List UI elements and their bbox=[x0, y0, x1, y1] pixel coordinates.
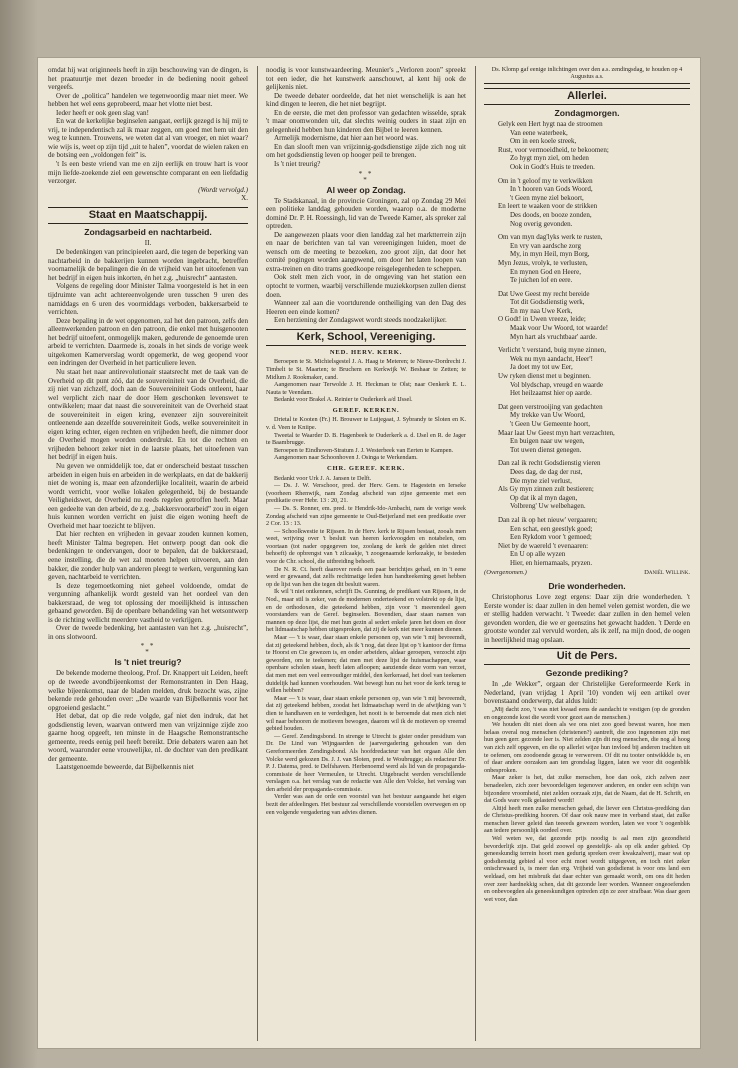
intro-text bbox=[48, 66, 248, 203]
section-title: Uit de Pers. bbox=[484, 648, 690, 665]
paragraph: Een herziening der Zondagswet wordt steeds noodzakelijker. bbox=[274, 316, 447, 325]
paragraph: Tweetal te Waarder D. B. Hagenbeek te Ouderkerk a. d. IJsel en R. de Jager te Baambrugge. bbox=[266, 431, 466, 447]
signoff: X. bbox=[241, 194, 248, 203]
article-title: Is 't niet treurig? bbox=[114, 657, 182, 668]
poem-line: In 't hooren van Gods Woord, bbox=[510, 185, 593, 194]
poem-line: Myn Jezus, vrolyk, te verlusten, bbox=[498, 258, 588, 267]
continued-note: (Wordt vervolgd.) bbox=[198, 185, 248, 194]
poem-line: En my naa Uwe Kerk, bbox=[510, 306, 573, 315]
poem-source: (Overgenomen.) bbox=[484, 568, 527, 576]
poem-line: Ja doet my tot uw Eer, bbox=[510, 363, 573, 372]
article-part: II. bbox=[144, 238, 152, 247]
poem-line: Tot uwen dienst genegen. bbox=[510, 445, 582, 454]
poem-line: 't Geen myne ziel bekoort, bbox=[510, 193, 584, 202]
poem-line: En leert te waaken voor de strikken bbox=[498, 202, 598, 211]
poem-line: Uw ryken dienst met u beginnen. bbox=[498, 372, 591, 381]
poem-line: Te juichen lof en eere. bbox=[510, 276, 573, 285]
poem-line: Myn hart als vruchtbaar' aarde. bbox=[510, 332, 597, 341]
poem-line: Een schat, een geestlyk goed; bbox=[510, 524, 593, 533]
paragraph: Armelijk modernisme, dat hier aan het woord was. bbox=[274, 134, 419, 143]
paragraph: Nu geven we onmiddelijk toe, dat er onderscheid bestaat tusschen arbeiden in eigen huis en arbeiden in de werkplaats, en dat de bakkerij niet de woning is, maar een afzonderlijke localiteit, waarin de arbeid wordt verricht, voor welke lokalen gelegenheid, bij de bestaande Veiligheidswet, de Overheid nu reeds regelen getroffen heeft. Maar een gedeelte van den arbeid, de z.g. „bakkersvoorarbeid” zou in eigen huis kunnen worden verricht en juist die eigen woning heeft de Overheid met haar toezicht te blijven. bbox=[48, 461, 248, 530]
paragraph: Beroepen te St. Michielsgestel J. A. Haag te Meteren; te Nieuw-Dordrecht J. Timbelt te St. Maarten; te Bruchem en Kerkwijk W. Beshaar te Zetten; te Midlum J. Rookmaker, cand. bbox=[266, 358, 466, 381]
paragraph: omdat hij wat originneels heeft in zijn beschouwing van de dingen, is het praatuurtje met dezen broeder in de bediening nooit geheel vergeefs. bbox=[48, 66, 248, 92]
paragraph: Over de tweede bedenking, het aantasten van het z.g. „huisrecht”, in ons slotwoord. bbox=[48, 624, 248, 641]
paragraph: Bedankt voor Urk J. A. Jansen te Delft. bbox=[274, 474, 372, 482]
church-heading: NED. HERV. KERK. bbox=[329, 348, 403, 356]
poem-line: Zo hygt myn ziel, om heden bbox=[510, 154, 589, 163]
poem-line: Maar laat Uw Geest myn hart verzachten, bbox=[498, 428, 615, 437]
paragraph: De N. R. Ct. heeft daarover reeds een paar berichtjes gehad, en in 't eene werd er gewaand, dat zelfs rechtmatige leden hun handteekening geset hebben op de lijst van hen die tegen dit besluit waren. bbox=[266, 565, 466, 588]
poem-line: Rust, voor vermoeidheid, te bekoomen; bbox=[498, 145, 609, 154]
poem-line: Tot dit Godsdienstig werk, bbox=[510, 298, 585, 307]
poem-line: My trekke van Uw Woord, bbox=[510, 411, 585, 420]
poem-line: Verlicht 't verstand, buig myne zinnen, bbox=[498, 346, 606, 355]
paragraph: Wanneer zal aan die voortdurende ontheiliging van den Dag des Heeren een einde komen? bbox=[266, 299, 466, 316]
poem-line: Dees dag, de dag der rust, bbox=[510, 467, 583, 476]
poem-line: Op dat ik al myn dagen, bbox=[510, 493, 578, 502]
paragraph: Maar zeker is het, dat zulke menschen, hoe dan ook, zich zelven zeer benadeelen, zich zeer bevoordeligen tegenover anderen, en onder een schijn van bijzondere vroomheid, niet zelden oorzaak zijn, dat de Naam, dat de H. Schrift, en dat Gods ware volk gelasterd wordt! bbox=[484, 774, 690, 805]
article-title: Drie wonderheden. bbox=[548, 581, 626, 592]
poem-line: O Godt! in Uwen vreeze, leide; bbox=[498, 315, 586, 324]
poem-title: Zondagmorgen. bbox=[554, 108, 620, 118]
paragraph: Ik wil 't niet ontkennen, schrijft Ds. Gunning, de predikant van Rijssen, in de Nod., maar stil is zeker, van de modernen onderteekend en volstrekt op de lijst, en de orthodoxen, die geteekend hebben, zijn voor 't meerendeel geen voorstanders van de Geref. beginselen. Bovendien, daar staan namen van mannen op deze lijst, die met hun gezin al sedert enkele jaren het doen en door het lidmaatschap hebben uitgesproken, dat zij de kerk niet meer kunnen dienen. bbox=[266, 588, 466, 634]
poem-line: Gelyk een Hert hygt naa de stroomen bbox=[498, 120, 603, 128]
article-title: Zondagsarbeid en nachtarbeid. bbox=[84, 226, 212, 237]
poem-line: Als Gy myn zinnen zult bestieren; bbox=[498, 485, 594, 494]
paragraph: We houden dit niet doen als we ons niet zoo goed bewust waren, hoe men helaas overal nog menschen (christenen?) aantreft, die zoo ingenomen zijn met hun geen gerr. gezonde leer is. Niet zelden zijn dit nog menschen, die nog al hoog van zich zelf opgeven, en die op allerlei wijze hun invloed bij anderen trachten uit te oefenen, om zoodoende gezag te verwerven. Of dit nu tooter ontwikkkle is, en of daar andere oorzaken aan ten grondslag liggen, laten we voor dit oogenblik onbesproken. bbox=[484, 721, 690, 774]
paragraph: En dan slooft men van vrijzinnig-godsdienstige zijde zich nog uit om het godsdienstig leven op hooger peil te brengen. bbox=[266, 142, 466, 160]
paragraph: Volgens de regeling door Minister Talma voorgesteld is het in een tijdruimte van acht achtereenvolgende uren tusschen 9 uren des namiddags en 6 uren des voormiddags verboden, bakkersarbeid te verrichten. bbox=[48, 282, 248, 317]
paragraph: — Ds. J. W. Verschoor, pred. der Herv. Gem. te Hagestein en Ierseke (voorheen Rhenwijk, nam Zondag afscheid van zijne gemeente met een predikatie over Hebr. 13 : 20, 21. bbox=[266, 482, 466, 505]
poem-line: Des doods, en booze zonden, bbox=[510, 210, 592, 219]
poem-line: En vry van aardsche zorg bbox=[510, 241, 582, 250]
paragraph: De aangewezen plaats voor dien landdag zal het marktterrein zijn en naar de berichten van tal van vereenigingen luiden, moet de wensch om de meeting te bezoeken, zoo groot zijn, dat door het comité pogingen worden aangewend, om door het laten loopen van extra-treinen en dito trams goedkoope reisgelegenheden te scheppen. bbox=[266, 230, 466, 273]
poem-line: Dan zal ik recht Godsdienstig vieren bbox=[498, 459, 601, 468]
poem-line: Maak voor Uw Woord, tot waarde! bbox=[510, 324, 609, 333]
poem-line: Vol blydschap, vreugd en waarde bbox=[510, 380, 603, 389]
section-title: Staat en Maatschappij. bbox=[48, 207, 248, 224]
poem-line: Van eene waterbeek, bbox=[510, 128, 568, 137]
paragraph: En de eerste, die met den professor van gedachten wisselde, sprak 't maar onomwonden uit, dat slechts weinig ouders in staat zijn en gelegenheid hebben hun kinderen den Bijbel te leeren kennen. bbox=[266, 108, 466, 134]
paragraph: Maar — 't is waar, daar staan enkele personen op, van wie 't mij bevreemdt, dat zij geteekend hebben, doch, als ik 't nog, dat deze lijst op 't kantoor der firma te Hoorst en Cie gewezen is, en onder arbeiders, aldaar geroepen, verzocht zijn geworden, om te teekenen; dat men met deze lijst de huismachappen, waar openbare scholen staan, heeft laten afloopen; aanziende deze vorm van verzet, dat men met een veel eenvoudiger middel, den kerkeraad, het doel van teekenen duidelijk had kunnen voorhouden. Wat bewegt hun nu het voor de kerk terug te willen hebben? bbox=[266, 634, 466, 695]
poem-line: Om in 't geloof my te verkwikken bbox=[498, 176, 593, 185]
column-1 bbox=[48, 66, 248, 1041]
column-rule bbox=[475, 66, 476, 1041]
column-2 bbox=[266, 66, 466, 1041]
paragraph: Wel weten we, dat gezonde prijs noodig is aal men zijn gezondheid bevorderlijk zijn. Dat geld zoowel op geestelijk- als op elk ander gebied. Op geneeskundig terrein hoort men gedurig spreken over kwakzalverij, maar wat op godsdienstig gebied al voor echt moet wordt uitgegeven, en toch niet zeker onischrwaard is, is meer dan erg. Vrijheid van godsdienst is voor ons land een weldaad, om het misbruik dat daar echter van gemaakt wordt, om ons dit heden over zeer hardnekkig schen, dat dit gezonde leer worden. Wanneer ongeoefenden en onbevoegden als geneeskundigen optreden zijn ze zeer strafbaar. Was daar geen wet voor, dan bbox=[484, 835, 690, 903]
paragraph: Dat hier rechten en vrijheden in gevaar zouden kunnen komen, heeft Minister Talma begrepen. Het ontwerp poogt dan ook die bedenkingen te ondervangen, door te bepalen, dat de bakkersraad, eene instelling, die de wet zal moeten helpen uitvoeren, aan den bakker, die zonder hulp van anderen pleegt te werken, vergunning kan geven, nachtarbeid te verrichten. bbox=[48, 530, 248, 582]
paragraph: „Mij dacht zoo, 't was niet kwaad eens de aandacht te vestigen (op de gronden en ongezonde kost die wordt voor gezet aan de menschen.) bbox=[484, 705, 690, 721]
poem-line: My, in myn Heil, myn Borg, bbox=[510, 250, 590, 259]
church-heading: CHR. GEREF. KERK. bbox=[326, 464, 406, 472]
poem-line: Om van myn dag'lyks werk te rusten, bbox=[498, 233, 603, 242]
poem-line: 't Geen Uw Gemeente hoort, bbox=[510, 420, 590, 428]
section-title: Allerlei. bbox=[484, 88, 690, 105]
poem-line: Dan zal ik op het nieuw' vergaaren; bbox=[498, 515, 598, 524]
paragraph: De bedenkingen van principieelen aard, die tegen de beperking van nachtarbeid in de bakkerijen kunnen worden ingebracht, betreffen voornamelijk de bepalingen die én de vrijheid van het uitoefenen van het bedrijf in eigen huis inkorten, én het z.g. „huisrecht” aantasten. bbox=[48, 248, 248, 282]
paragraph: 't Is een beste vriend van me en zijn eerlijk en trouw hart is voor mijn liefde-zoekende ziel een gewenschte comparant en een liefdadig verzorger. bbox=[48, 160, 248, 186]
paragraph: Deze bepaling in de wet opgenomen, zal het den patroon, zelfs den alleenwerkenden patroon en den patroon, die enkel met huisgenooten het bedrijf uitoefent, onmogelijk maken, gedurende de genoemde uren arbeid te verrichten. Daarmede is, zooals in het sinds de vorige week uitgekomen Kamerverslag wordt opgemerkt, de weg geopend voor een indringen der Overheid in het particuliere leven. bbox=[48, 316, 248, 368]
paragraph: De bekende moderne theoloog, Prof. Dr. Knappert uit Leiden, heeft op de tweede avondbijeenkomst der Remonstranten in Den Haag, welke bijeenkomst, naar de bladen melden, druk bezocht was, zijne bekende rede gehouden over: „De waarde van Bijbelkennis voor het opgroeiend geslacht.” bbox=[48, 669, 248, 712]
poem-line: Dat Uwe Geest my recht bereide bbox=[498, 289, 590, 298]
poem-line: En U op alle wyzen bbox=[510, 550, 566, 559]
column-rule bbox=[257, 66, 258, 1041]
poem-author: Daniël Willink. bbox=[644, 568, 690, 576]
paragraph: De tweede debater oordeelde, dat het niet wenschelijk is aan het kind dingen te leeren, die het niet begrijpt. bbox=[266, 91, 466, 109]
paragraph: Aangenomen naar Terwolde J. H. Heckman te Olst; naar Oenkerk E. L. Nauta te Veendam. bbox=[266, 381, 466, 396]
paragraph: — Schoolkwestie te Rijssen. In de Herv. kerk te Rijssen bestaat, zooals men weet, wrijving over 't besluit van heeren kerkvoogden en notabelen, om voortaan (tot nader opgegeven toe, zoolang de kerk de gelden niet direct behoeft) de opbrengst van 't zilcaakje, 't zoogenaamde kerkezakje, te besteden voor de Chr. school, die uitbreiding behoeft. bbox=[266, 527, 466, 566]
paragraph: Aangenomen naar Schoonhoven J. Osinga te Werkendam. bbox=[274, 454, 418, 462]
paragraph: Altijd heeft men zulke menschen gehad, die liever een Christus-prediking dan de Christus-prediking hooren. Of daar ook nauw mee in verband staat, dat zulke menschen liever geleid dan teeeeds gewezen worden, laten we voor 't oogenblik aan iedere persoonlijk oordeel over. bbox=[484, 804, 690, 835]
poem-line: En mynen God en Heere, bbox=[510, 267, 581, 276]
poem-line: Een Rykdom voor 't gemoed; bbox=[510, 533, 592, 542]
paragraph: In „de Wekker”, orgaan der Christelijke Gereformeerde Kerk in Nederland, (van vrijdag 1 April '10) vonden wij een artikel over bovenstaand onderwerp, dat aldus luidt: bbox=[484, 680, 690, 706]
paragraph: Ieder heeft er ook geen slag van! bbox=[56, 108, 149, 117]
poem-line: Om in een koele streek, bbox=[510, 137, 577, 146]
paragraph: Maar — 't is waar, daar staan enkele personen op, van wie 't mij bevreemdt, dat zij geteekend hebben, zoodat het lidmaatschap werd in de afwijking van 't dien te handhaven en te verdedigen, het nooit is te beroemde dat men zich niet wil naar behooren de motieven bewogen, daarom wil ik de motieven op vreemd gebied houden. bbox=[266, 694, 466, 733]
paragraph: Nu staat het naar antirevolutionair staatsrecht met de taak van de Overheid op dit punt zóó, dat de souvereiniteit van de Overheid, die zij niet van zichzelf, doch aan de Souvereiniteit Gods ontleent, haar wel verplicht zich naar de door Hem geschonken levenswet te ontwikkelen; maar dat naast die souvereiniteit van de Overheid staat de souvereiniteit in eigen kring, evenzeer zijn souvereiniteit ontleenende aan dezelfde souvereiniteit Gods, welke souvereiniteit in eigen kring echter, eigen rechten en vrijheden heeft, die nimmer door de Overheid mogen worden onderdrukt. En tot die rechten en vrijheden behoort zeker niet in de laatste plaats, het uitoefenen van het bedrijf in eigen huis. bbox=[48, 367, 248, 462]
paragraph: Drietal te Kooten (Fr.) H. Brouwer te Luijegaat, J. Sybrandy te Sloten en K. v. d. Veen te Kniipe. bbox=[266, 416, 466, 432]
paragraph: Ook stelt men zich voor, in de omgeving van het station een optocht te vormen, waarbij verschillende muziekkorpsen zullen dienst doen. bbox=[266, 273, 466, 299]
paragraph: Het debat, dat op die rede volgde, gaf niet den indruk, dat het godsdienstig leven, waarvan ontwerd men van vrijzinnige zijde zoo gaarne hoog opgeeft, ten minste in de Haagsche Remonstrantsche gemeente, reeds eenig peil heeft bereikt. Drie debaters waren aan het woord, waaronder eene vrouwelijke, nl. de dochter van den predikant der gemeente. bbox=[48, 712, 248, 763]
poem-line: Niet by de waereld 't evenaaren: bbox=[498, 541, 589, 550]
paragraph: Is deze tegemoetkoming niet geheel voldoende, omdat de vergunning afhankelijk wordt gesteld van het oordeel van den bakkersraad, de weg tot oplossing der moeilijkheid is intusschen gebaand geworden. Bij de openbare behandeling van het wetsontwerp is de richting wellicht meerdere vastheid te verkrijgen. bbox=[48, 581, 248, 624]
poem-line: Hier, en hiernamaals, pryzen. bbox=[510, 558, 593, 567]
paragraph: — Ds. S. Ronner, em. pred. te Hendrik-Ido-Ambacht, nam de vorige week Zondag afscheid van zijne gemeente te Oud-Beijerland met een predikatie over 2 Cor. 13 : 13. bbox=[266, 504, 466, 528]
paragraph: noodig is voor kunstwaardeering. Meunier's „Verloren zoon” spreekt tot een ieder, die het kunstwerk aanschouwt, al kent hij ook de gelijkenis niet. bbox=[266, 66, 466, 92]
article-title: Al weer op Zondag. bbox=[326, 184, 406, 195]
paragraph: Te Stadskanaal, in de provincie Groningen, zal op Zondag 29 Mei een politieke landdag gehouden worden, waarop o.a. de moderne dominé Dr. P. H. Roessingh, lid van de Tweede Kamer, als spreker zal optreden. bbox=[266, 196, 466, 231]
poem-line: Volbreng' Uw welbehagen. bbox=[510, 502, 586, 511]
paragraph: En wat de kerkelijke beginselen aangaat, eerlijk gezegd is hij mij te vrij, te independentisch zal ik maar zeggen, om goed met hem uit den weg te kunnen. Trouwens, we weten dat al van vroeger, en niet waar? wie wijs is, weet op zijn tijd „uit te halen”, voordat de wielen raken en de botsing een „voldongen feit” is. bbox=[48, 117, 248, 160]
separator-stars: * * * bbox=[140, 642, 156, 657]
book-spine bbox=[0, 0, 38, 1068]
paragraph: Laatstgenoemde beweerde, dat Bijbelkennis niet bbox=[56, 763, 194, 772]
column-3 bbox=[484, 66, 690, 1041]
article-title: Gezonde prediking? bbox=[545, 668, 629, 679]
paragraph: Bedankt voor Brakel A. Reinier te Ouderkerk a/d IJssel. bbox=[274, 396, 413, 404]
poem-line: Ook in Godt's Huis te treeden. bbox=[510, 162, 595, 171]
poem-line: Wek nu myn aandacht, Heer'! bbox=[510, 354, 593, 363]
poem-line: Het heilzaamst hier op aarde. bbox=[510, 389, 592, 398]
paragraph: — Geref. Zendingsbond. In strenge te Utrecht is gister onder presidium van Dr. De Lind van Wijngaarden de jaarvergadering gehouden van den Gereformeerden Zendingsbond. Als hoofdredacteur van het orgaan Alle den Volcke werd gekozen Ds. J. J. van Sloten, pred. te Woubrugge; als redacteur Dr. P. J. Datema, pred. te Delfshaven. Herbenoemd werd als lid van de propaganda-commissie de heer Vermeulen, te Utrecht. Uitgebracht werden verschillende verslagen o.a. het verslag van de redactie van Alle den Volcke, het verslag van den arbeid der propaganda-commissie. bbox=[266, 732, 466, 793]
paragraph: Beroepen te Eindhoven-Stratum J. J. Westerbeek van Eerten te Kampen. bbox=[274, 446, 454, 454]
poem-line: Die myne ziel verlust, bbox=[510, 476, 572, 485]
paragraph: Over de „politica” handelen we tegenwoordig maar niet meer. We hebben het wel eens geprobeerd, maar het vlotte niet best. bbox=[48, 91, 248, 109]
section-title: Kerk, School, Vereeniging. bbox=[266, 329, 466, 346]
top-note: Ds. Klomp gaf eenige inlichtingen over den a.s. zendingsdag, te houden op 4 Augustus a.s. bbox=[484, 66, 690, 84]
poem-line: Nog overig gevonden. bbox=[510, 219, 573, 228]
poem bbox=[484, 120, 690, 568]
paragraph: Is 't niet treurig? bbox=[274, 160, 321, 169]
poem-line: En buigen naar uw wegen, bbox=[510, 437, 585, 446]
poem-line: Dat geen verstrooijing van gedachten bbox=[498, 402, 603, 411]
separator-stars: * * * bbox=[358, 169, 374, 184]
newspaper-page bbox=[38, 58, 700, 1048]
church-heading: GEREF. KERKEN. bbox=[332, 406, 400, 414]
paragraph: Christophorus Love zegt ergens: Daar zijn drie wonderheden. 't Eerste wonder is: daar zullen in den hemel velen gemist worden, die we er stellig hadden verwacht. 't Tweede: daar zullen in den hemel velen gevonden worden, die we er geenszins het gewacht hadden. 't Derde en grootste wonder zal vervuld worden, als ik zelf, na mijn dood, de oogen in heerlijkheid mag opslaan. bbox=[484, 593, 690, 644]
paragraph: Verder was aan de orde een voorstel van het bestuur aangaande het eigen bezit der afdeelingen. Het bestuur zal verschillende voorstellen overwegen en op een volgende vergadering van advies dienen. bbox=[266, 793, 466, 816]
